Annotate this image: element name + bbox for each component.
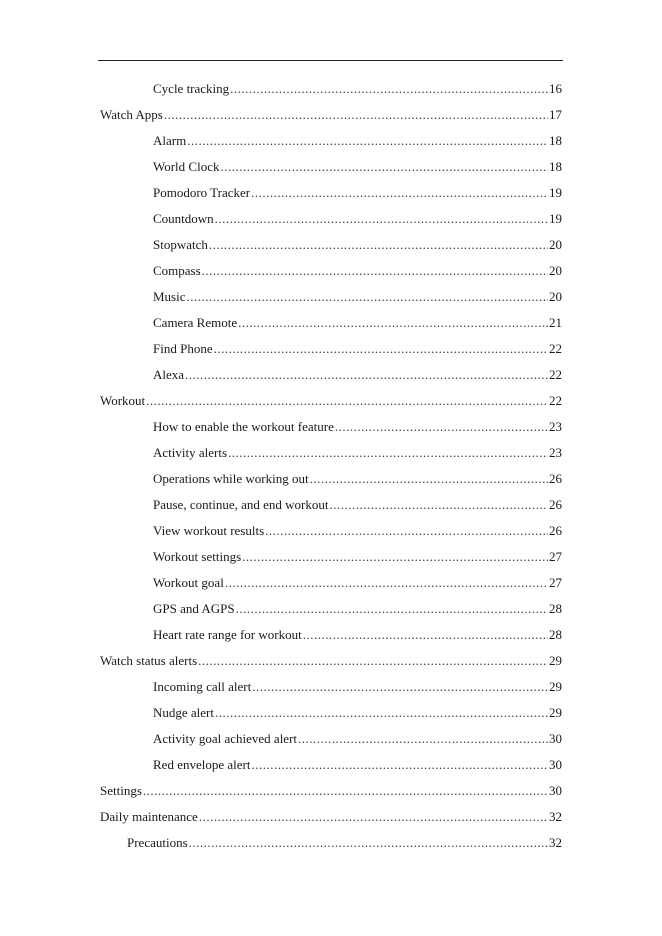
table-of-contents — [100, 78, 562, 858]
toc-entry-page: 19 — [549, 211, 562, 226]
toc-dot-leader — [199, 806, 548, 828]
toc-dot-leader — [238, 312, 548, 334]
toc-dot-leader — [251, 182, 548, 204]
toc-entry-page: 16 — [549, 81, 562, 96]
toc-entry-page: 27 — [549, 549, 562, 564]
toc-entry-page: 30 — [549, 783, 562, 798]
toc-entry-title: Cycle tracking — [153, 81, 230, 96]
toc-entry-title: Music — [153, 289, 186, 304]
toc-entry[interactable] — [100, 104, 562, 130]
toc-entry-title: Compass — [153, 263, 201, 278]
toc-entry-title: Find Phone — [153, 341, 213, 356]
toc-entry-page: 22 — [549, 367, 562, 382]
toc-entry-page: 26 — [549, 497, 562, 512]
toc-entry-title: How to enable the workout feature — [153, 419, 334, 434]
toc-entry[interactable] — [100, 754, 562, 780]
toc-entry-page: 22 — [549, 393, 562, 408]
toc-entry[interactable] — [100, 598, 562, 624]
toc-entry-page: 29 — [549, 679, 562, 694]
toc-entry-title: Settings — [100, 783, 142, 798]
toc-entry[interactable] — [100, 494, 562, 520]
toc-dot-leader — [198, 650, 548, 672]
toc-entry-title: Activity goal achieved alert — [153, 731, 298, 746]
toc-entry-page: 29 — [549, 705, 562, 720]
toc-entry-title: Watch status alerts — [100, 653, 198, 668]
toc-entry[interactable] — [100, 78, 562, 104]
toc-entry-title: Countdown — [153, 211, 214, 226]
toc-entry[interactable] — [100, 442, 562, 468]
toc-entry-title: View workout results — [153, 523, 265, 538]
toc-entry-page: 30 — [549, 757, 562, 772]
toc-entry-title: Workout settings — [153, 549, 242, 564]
toc-dot-leader — [215, 702, 548, 724]
toc-entry-page: 27 — [549, 575, 562, 590]
toc-entry[interactable] — [100, 390, 562, 416]
toc-entry[interactable] — [100, 364, 562, 390]
toc-entry-title: Incoming call alert — [153, 679, 252, 694]
toc-entry-page: 26 — [549, 471, 562, 486]
toc-entry-title: Camera Remote — [153, 315, 238, 330]
toc-dot-leader — [265, 520, 548, 542]
toc-dot-leader — [230, 78, 548, 100]
toc-entry-title: Operations while working out — [153, 471, 309, 486]
toc-dot-leader — [215, 208, 548, 230]
toc-entry[interactable] — [100, 780, 562, 806]
toc-entry-page: 20 — [549, 289, 562, 304]
toc-entry-title: Stopwatch — [153, 237, 208, 252]
toc-entry-page: 30 — [549, 731, 562, 746]
toc-dot-leader — [187, 130, 548, 152]
toc-entry-title: Nudge alert — [153, 705, 215, 720]
toc-dot-leader — [220, 156, 548, 178]
toc-dot-leader — [242, 546, 548, 568]
toc-entry-page: 22 — [549, 341, 562, 356]
toc-entry-title: Pause, continue, and end workout — [153, 497, 329, 512]
toc-entry-page: 29 — [549, 653, 562, 668]
toc-entry[interactable] — [100, 702, 562, 728]
toc-entry[interactable] — [100, 234, 562, 260]
toc-entry-page: 21 — [549, 315, 562, 330]
toc-entry-title: Red envelope alert — [153, 757, 251, 772]
toc-entry[interactable] — [100, 260, 562, 286]
toc-entry-title: Watch Apps — [100, 107, 163, 122]
toc-dot-leader — [228, 442, 548, 464]
toc-entry-page: 20 — [549, 263, 562, 278]
toc-entry[interactable] — [100, 182, 562, 208]
toc-dot-leader — [252, 676, 548, 698]
toc-entry-page: 18 — [549, 159, 562, 174]
toc-dot-leader — [214, 338, 548, 360]
toc-entry-title: Workout — [100, 393, 146, 408]
toc-dot-leader — [187, 286, 549, 308]
toc-entry[interactable] — [100, 286, 562, 312]
toc-entry[interactable] — [100, 520, 562, 546]
toc-entry-title: GPS and AGPS — [153, 601, 235, 616]
toc-entry-page: 28 — [549, 627, 562, 642]
toc-entry[interactable] — [100, 468, 562, 494]
toc-entry-title: Precautions — [127, 835, 188, 850]
toc-dot-leader — [209, 234, 548, 256]
toc-entry-page: 23 — [549, 419, 562, 434]
toc-entry-page: 23 — [549, 445, 562, 460]
toc-entry-page: 18 — [549, 133, 562, 148]
header-rule — [98, 60, 563, 61]
toc-entry[interactable] — [100, 806, 562, 832]
toc-entry[interactable] — [100, 156, 562, 182]
toc-entry-page: 20 — [549, 237, 562, 252]
toc-entry[interactable] — [100, 208, 562, 234]
toc-entry-title: World Clock — [153, 159, 220, 174]
toc-entry-title: Activity alerts — [153, 445, 228, 460]
toc-dot-leader — [236, 598, 548, 620]
toc-entry[interactable] — [100, 832, 562, 858]
toc-entry[interactable] — [100, 650, 562, 676]
toc-dot-leader — [251, 754, 548, 776]
toc-dot-leader — [189, 832, 548, 854]
toc-dot-leader — [146, 390, 548, 412]
toc-entry-page: 19 — [549, 185, 562, 200]
toc-entry-page: 32 — [549, 835, 562, 850]
toc-dot-leader — [202, 260, 548, 282]
toc-dot-leader — [310, 468, 548, 490]
toc-entry[interactable] — [100, 572, 562, 598]
toc-entry-title: Workout goal — [153, 575, 224, 590]
toc-entry[interactable] — [100, 338, 562, 364]
toc-entry-page: 32 — [549, 809, 562, 824]
toc-dot-leader — [143, 780, 548, 802]
toc-dot-leader — [329, 494, 548, 516]
toc-dot-leader — [185, 364, 548, 386]
toc-entry-title: Daily maintenance — [100, 809, 198, 824]
toc-entry[interactable] — [100, 130, 562, 156]
toc-entry-page: 28 — [549, 601, 562, 616]
toc-entry[interactable] — [100, 676, 562, 702]
toc-dot-leader — [298, 728, 548, 750]
toc-entry[interactable] — [100, 416, 562, 442]
toc-entry-page: 17 — [549, 107, 562, 122]
toc-dot-leader — [164, 104, 548, 126]
toc-entry-title: Alarm — [153, 133, 187, 148]
toc-dot-leader — [225, 572, 548, 594]
toc-dot-leader — [303, 624, 548, 646]
toc-entry-title: Alexa — [153, 367, 185, 382]
toc-entry-title: Pomodoro Tracker — [153, 185, 251, 200]
toc-entry[interactable] — [100, 728, 562, 754]
toc-entry[interactable] — [100, 624, 562, 650]
toc-entry[interactable] — [100, 312, 562, 338]
toc-entry[interactable] — [100, 546, 562, 572]
toc-entry-page: 26 — [549, 523, 562, 538]
toc-entry-title: Heart rate range for workout — [153, 627, 302, 642]
toc-dot-leader — [335, 416, 548, 438]
